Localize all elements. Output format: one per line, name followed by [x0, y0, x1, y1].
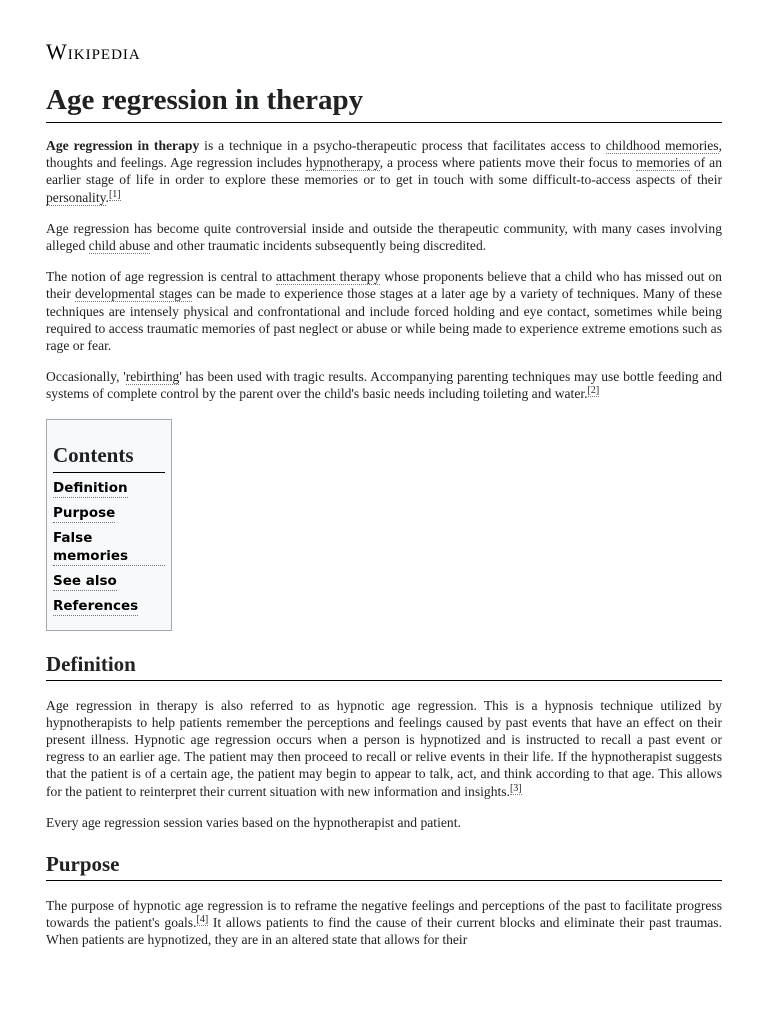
text: , thoughts and feelings. Age regression includes — [46, 138, 722, 171]
text: and other traumatic incidents subsequently being discredited. — [150, 238, 487, 254]
intro-paragraph-2 — [46, 220, 722, 254]
intro-paragraph-1 — [46, 137, 722, 206]
text: can be made to experience those stages at a later age by a variety of techniques. Many of these techniques are intensely physical and confrontational and include forced holding and eye contact, sometimes while being required to access traumatic memories of past neglect or abuse or while being made to experience extreme emotions such as rage or fear. — [46, 286, 722, 354]
citation-1[interactable]: [1] — [108, 188, 121, 200]
citation-3[interactable]: [3] — [509, 782, 522, 794]
text: Occasionally, ' — [46, 369, 126, 385]
purpose-paragraph-1 — [46, 897, 722, 949]
text: Age regression has become quite controversial inside and outside the therapeutic community, with many cases involving alleged — [46, 220, 722, 254]
text: The notion of age regression is central to — [46, 269, 277, 285]
toc-item-false-memories[interactable]: False memories — [53, 529, 165, 566]
bold-term: Age regression in therapy — [46, 138, 200, 153]
text: The purpose of hypnotic age regression is to reframe the negative feelings and perceptions of the past to facilitate progress towards the patient's goals. — [46, 898, 722, 931]
text: of an earlier stage of life in order to explore these memories or to get in touch with some difficult-to-access aspects of their — [46, 155, 723, 188]
toc-item-references[interactable]: References — [53, 597, 139, 614]
wikipedia-wordmark[interactable]: Wikipedia — [46, 39, 141, 64]
link-personality[interactable]: personality — [46, 189, 106, 205]
intro-paragraph-3 — [46, 268, 722, 354]
text: is a technique in a psycho-therapeutic process that facilitates access to — [199, 138, 606, 153]
definition-paragraph-1 — [46, 697, 722, 800]
citation-4[interactable]: [4] — [196, 914, 209, 926]
text: . — [105, 189, 109, 205]
toc-item-definition[interactable]: Definition — [53, 479, 128, 496]
link-memories[interactable]: memories — [636, 155, 690, 171]
table-of-contents — [46, 419, 172, 631]
link-attachment-therapy[interactable]: attachment therapy — [276, 269, 381, 285]
section-heading-definition: Definition — [46, 651, 722, 681]
toc-item-purpose[interactable]: Purpose — [53, 504, 116, 521]
link-hypnotherapy[interactable]: hypnotherapy — [305, 155, 380, 171]
link-developmental-stages[interactable]: developmental stages — [74, 286, 193, 302]
link-child-abuse[interactable]: child abuse — [88, 238, 151, 254]
link-rebirthing[interactable]: rebirthing — [125, 369, 180, 385]
text: It allows patients to find the cause of their current blocks and eliminate their past traumas. When patients are hypnotized, they are in an altered state that allows for their — [46, 915, 722, 948]
text: , a process where patients move their focus to — [379, 155, 637, 171]
toc-item-see-also[interactable]: See also — [53, 572, 117, 589]
text: Age regression in therapy is also referred to as hypnotic age regression. This is a hypnosis technique utilized by hypnotherapists to help patients remember the perceptions and feelings caused by past events that have an effect on their present illness. Hypnotic age regression occurs when a person is hypnotized and is instructed to recall a past event or regress to an earlier age. The patient may then proceed to recall or relive events in their life. If the hypnotherapist suggests that the patient is of a certain age, the patient may begin to appear to talk, act, and think according to that age. This allows for the patient to reinterpret their current situation with new information and insights. — [46, 697, 722, 799]
article-page — [46, 0, 722, 949]
page-title: Age regression in therapy — [46, 82, 722, 123]
text: ' has been used with tragic results. Accompanying parenting techniques may use bottle feeding and systems of complete control by the parent over the child's basic needs including toileting and water. — [46, 369, 723, 402]
toc-list — [53, 479, 165, 622]
citation-2[interactable]: [2] — [587, 385, 600, 397]
intro-paragraph-4 — [46, 368, 722, 402]
toc-title: Contents — [53, 442, 165, 473]
link-childhood-memories[interactable]: childhood memories — [605, 138, 719, 153]
definition-paragraph-2: Every age regression session varies based on the hypnotherapist and patient. — [46, 814, 461, 830]
section-heading-purpose: Purpose — [46, 851, 722, 881]
text: whose proponents believe that a child who has missed out on their — [46, 269, 722, 302]
